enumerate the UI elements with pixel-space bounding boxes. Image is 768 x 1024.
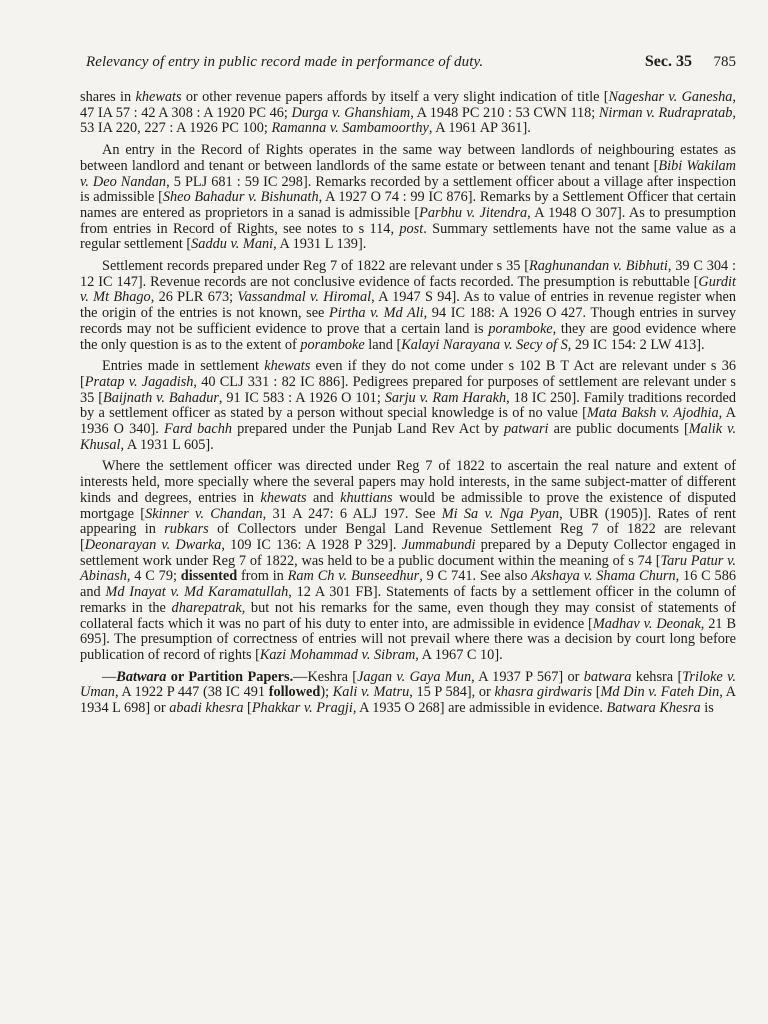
italic-run: Sheo Bahadur v. Bishunath [162,189,319,206]
bold-run: dissented [180,568,238,585]
italic-run: khasra girdwaris [494,684,593,701]
italic-run: Durga v. Ghanshiam [291,104,411,121]
body-text [80,90,736,717]
page-number: 785 [713,54,736,70]
italic-run: Pratap v. Jagadish [84,373,194,390]
italic-run: Parbhu v. Jitendra [419,204,528,221]
italic-run: khewats [260,489,307,506]
italic-run: Deonarayan v. Dwarka [84,536,222,553]
italic-run: Baijnath v. Bahadur [102,389,219,406]
italic-run: poramboke [300,336,365,353]
paragraph: Entries made in settlement khewats even if they do not come under s 102 B T Act are relevant under s 36 [Pratap v. Jagadish, 40 CLJ 331 : 82 IC 886]. Pedigrees prepared for purposes of settlement are relevant under s 35 [Baijnath v. Bahadur, 91 IC 583 : A 1926 O 101; Sarju v. Ram Harakh, 18 IC 250]. Family traditions recorded by a settlement officer as stated by a person without special knowledge is of no value [Mata Baksh v. Ajodhia, A 1936 O 340]. Fard bachh prepared under the Punjab Land Rev Act by patwari are public documents [Malik v. Khusal, A 1931 L 605]. [80,358,737,453]
italic-run: Triloke v. Uman [80,668,736,701]
italic-run: patwari [504,421,549,438]
italic-run: batwara [583,668,632,685]
italic-run: Nageshar v. Ganesha [608,89,733,105]
italic-run: khewats [135,89,182,105]
italic-run: Raghunandan v. Bibhuti [528,258,668,275]
section-number: Sec. 35 [644,53,692,70]
italic-run: Taru Patur v. Abinash [80,552,736,585]
running-head-title: Relevancy of entry in public record made in performance of duty. [86,54,484,70]
italic-run: Akshaya v. Shama Churn [531,568,676,585]
italic-run: Kalayi Narayana v. Secy of S [401,336,568,353]
italic-run: Vassandmal v. Hiromal [237,289,372,306]
italic-run: Batwara Khesra [606,700,701,717]
italic-run: Phakkar v. Pragji [251,700,353,717]
italic-run: Gurdit v. Mt Bhago [80,273,736,306]
italic-run: Saddu v. Mani [191,236,274,253]
italic-run: Nirman v. Rudrapratab [598,104,733,121]
bold-run: or Partition Papers. [166,668,294,685]
italic-run: Ram Ch v. Bunseedhur [287,568,420,585]
italic-run: Mi Sa v. Nga Pyan [441,505,560,522]
italic-run: Md Din v. Fateh Din [600,684,720,701]
italic-run: Md Inayat v. Md Karamatullah [105,584,289,601]
italic-run: Ramanna v. Sambamoorthy [271,120,429,137]
italic-run: Bibi Wakilam v. Deo Nandan [80,157,736,190]
italic-run: rubkars [164,521,209,538]
italic-run: abadi khesra [169,700,244,717]
paragraph: An entry in the Record of Rights operates in the same way between landlords of neighbouring estates as between landlord and tenant or between landlords of the same estate or between tenant and tenant [Bibi Wakilam v. Deo Nandan, 5 PLJ 681 : 59 IC 298]. Remarks recorded by a settlement officer about a village after inspection is admissible [Sheo Bahadur v. Bishunath, A 1927 O 74 : 99 IC 876]. Remarks by a Settlement Officer that certain names are entered as proprietors in a sanad is admissible [Parbhu v. Jitendra, A 1948 O 307]. As to presumption from entries in Record of Rights, see notes to s 114, post. Summary settlements have not the same value as a regular settlement [Saddu v. Mani, A 1931 L 139]. [80,142,737,253]
italic-run: Jagan v. Gaya Mun [357,668,472,685]
running-head [80,50,736,80]
italic-run: dharepatrak [171,599,242,616]
bold-run: followed [268,684,321,701]
italic-run: Pirtha v. Md Ali [328,305,424,322]
italic-run: Mata Baksh v. Ajodhia [586,405,719,422]
paragraph: Settlement records prepared under Reg 7 of 1822 are relevant under s 35 [Raghunandan v. Bibhuti, 39 C 304 : 12 IC 147]. Revenue records are not conclusive evidence of facts recorded. The presumption is rebuttable [Gurdit v. Mt Bhago, 26 PLR 673; Vassandmal v. Hiromal, A 1947 S 94]. As to value of entries in revenue register when the origin of the entries is not known, see Pirtha v. Md Ali, 94 IC 188: A 1926 O 427. Though entries in survey records may not be sufficient evidence to prove that a certain land is poramboke, they are good evidence where the only question is as to the extent of poramboke land [Kalayi Narayana v. Secy of S, 29 IC 154: 2 LW 413]. [80,258,737,353]
italic-run: Skinner v. Chandan [145,505,263,522]
italic-run: Kali v. Matru [332,684,410,701]
italic-run: khuttians [340,489,393,506]
paragraph: Where the settlement officer was directed under Reg 7 of 1822 to ascertain the real nature and extent of interests held, more specially where the several papers may hold interests, in the same subject-matter of different kinds and degrees, entries in khewats and khuttians would be admissible to prove the existence of disputed mortgage [Skinner v. Chandan, 31 A 247: 6 ALJ 197. See Mi Sa v. Nga Pyan, UBR (1905)]. Rates of rent appearing in rubkars of Collectors under Bengal Land Revenue Settlement Reg 7 of 1822 are relevant [Deonarayan v. Dwarka, 109 IC 136: A 1928 P 329]. Jummabundi prepared by a Deputy Collector engaged in settlement work under Reg 7 of 1822, was held to be a public document within the meaning of s 74 [Taru Patur v. Abinash, 4 C 79; dissented from in Ram Ch v. Bunseedhur, 9 C 741. See also Akshaya v. Shama Churn, 16 C 586 and Md Inayat v. Md Karamatullah, 12 A 301 FB]. Statements of facts by a settlement officer in the column of remarks in the dharepatrak, but not his remarks for the same, even though they may consist of statements of collateral facts which it was no part of his duty to enter into, are admissible in evidence [Madhav v. Deonak, 21 B 695]. The presumption of correctness of entries will not prevail where there was a decision by court long before publication of record of rights [Kazi Mohammad v. Sibram, A 1967 C 10]. [80,458,736,663]
italic-run: Jummabundi [401,536,476,553]
paragraph: shares in khewats or other revenue papers affords by itself a very slight indication of title [Nageshar v. Ganesha, 47 IA 57 : 42 A 308 : A 1920 PC 46; Durga v. Ghanshiam, A 1948 PC 210 : 53 CWN 118; Nirman v. Rudrapratab, 53 IA 220, 227 : A 1926 PC 100; Ramanna v. Sambamoorthy, A 1961 AP 361]. [80,89,736,137]
italic-run: Kazi Mohammad v. Sibram [259,646,416,663]
italic-run: Malik v. Khusal [80,421,737,453]
italic-run: khewats [264,358,311,375]
italic-run: poramboke [488,320,553,337]
italic-run: post [399,220,424,237]
paragraph: —Batwara or Partition Papers.—Keshra [Jagan v. Gaya Mun, A 1937 P 567] or batwara kehsra [Triloke v. Uman, A 1922 P 447 (38 IC 491 followed); Kali v. Matru, 15 P 584], or khasra girdwaris [Md Din v. Fateh Din, A 1934 L 698] or abadi khesra [Phakkar v. Pragji, A 1935 O 268] are admissible in evidence. Batwara Khesra is [80,668,736,717]
italic-run: Madhav v. Deonak [592,615,701,632]
bold-run: Batwara [116,668,167,685]
italic-run: Fard bachh [163,421,233,438]
italic-run: Sarju v. Ram Harakh [384,389,507,406]
